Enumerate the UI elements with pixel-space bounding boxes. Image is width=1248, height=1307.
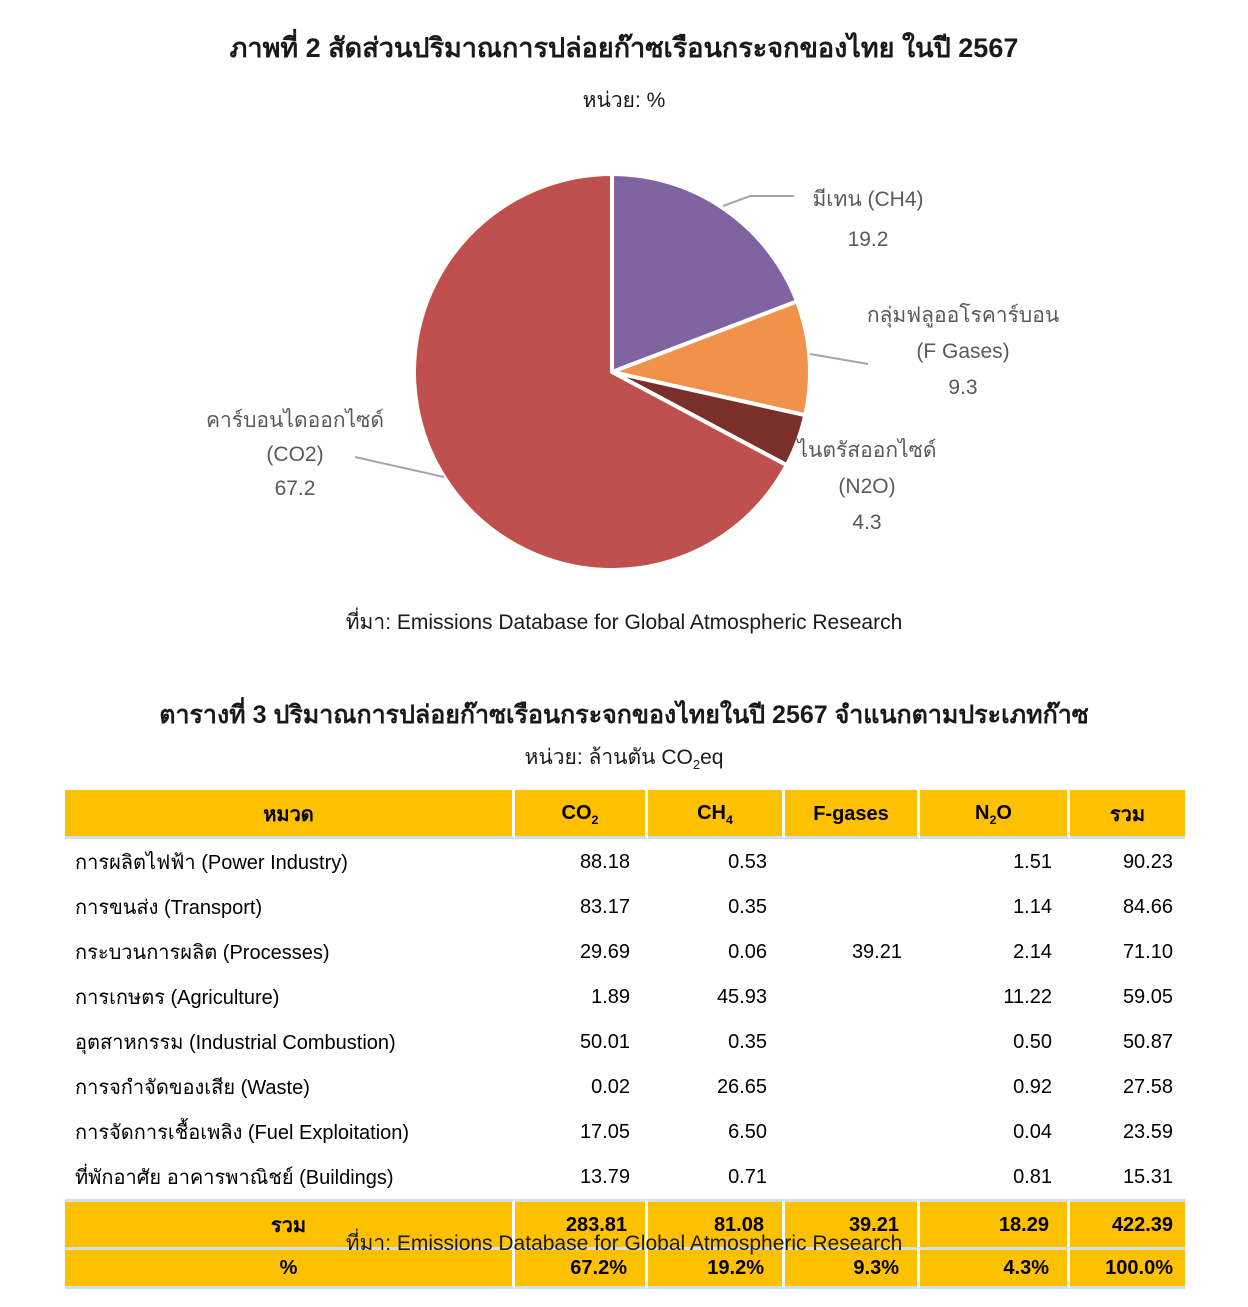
row-label-cell: การขนส่ง (Transport) bbox=[75, 897, 263, 919]
value-cell: 83.17 bbox=[579, 895, 630, 918]
row-label-cell: การจัดการเชื้อเพลิง (Fuel Exploitation) bbox=[75, 1122, 410, 1144]
row-label-cell: การผลิตไฟฟ้า (Power Industry) bbox=[75, 852, 348, 874]
pie-label-co2 bbox=[193, 404, 397, 506]
table-unit-label bbox=[0, 741, 1248, 774]
value-cell: 27.58 bbox=[1122, 1075, 1173, 1098]
value-cell: 19.2% bbox=[648, 1247, 785, 1289]
value-cell: 0.50 bbox=[1013, 1030, 1052, 1053]
row-label-cell: ที่พักอาศัย อาคารพาณิชย์ (Buildings) bbox=[75, 1167, 394, 1189]
value-cell: 0.53 bbox=[728, 850, 767, 873]
pie-label-n2o bbox=[768, 433, 966, 541]
table-row bbox=[65, 1064, 1185, 1109]
table-title: ตารางที่ 3 ปริมาณการปล่อยก๊าซเรือนกระจกของไทยในปี 2567 จำแนกตามประเภทก๊าซ bbox=[159, 701, 1089, 729]
row-label-cell: รวม bbox=[65, 1199, 515, 1247]
value-cell: 0.06 bbox=[728, 940, 767, 963]
table-header-row bbox=[65, 790, 1185, 839]
table-header-cell-1: $CO_2$ bbox=[515, 790, 648, 839]
value-cell bbox=[785, 1109, 920, 1154]
value-cell bbox=[785, 1019, 920, 1064]
value-cell: 59.05 bbox=[1122, 985, 1173, 1008]
pie-label-ch4 bbox=[763, 180, 973, 260]
emissions-table bbox=[65, 790, 1185, 1289]
value-cell: 0.81 bbox=[1013, 1165, 1052, 1188]
pie-label-line: (CO2) bbox=[266, 443, 324, 466]
table-header-cell-0: หมวด bbox=[65, 790, 515, 839]
figure-title: ภาพที่ 2 สัดส่วนปริมาณการปล่อยก๊าซเรือนกระจกของไทย ในปี 2567 bbox=[229, 33, 1019, 63]
value-cell bbox=[785, 974, 920, 1019]
value-cell: 45.93 bbox=[716, 985, 767, 1008]
value-cell: 0.35 bbox=[728, 895, 767, 918]
pie-label-line: ไนตรัสออกไซด์ bbox=[797, 439, 937, 462]
value-cell: 15.31 bbox=[1122, 1165, 1173, 1188]
table-source: ที่มา: Emissions Database for Global Atmospheric Research bbox=[345, 1232, 903, 1255]
value-cell: 17.05 bbox=[579, 1120, 630, 1143]
value-cell: 81.08 bbox=[648, 1199, 785, 1247]
value-cell bbox=[785, 839, 920, 884]
emissions-table-grid bbox=[65, 790, 1185, 1289]
pie-label-line: (N2O) bbox=[838, 475, 896, 498]
figure-unit-label: หน่วย: % bbox=[582, 89, 666, 112]
value-cell: 100.0% bbox=[1070, 1247, 1185, 1289]
value-cell: 29.69 bbox=[579, 940, 630, 963]
value-cell: 0.04 bbox=[1013, 1120, 1052, 1143]
value-cell: 1.14 bbox=[1013, 895, 1052, 918]
row-label-cell: การจกำจัดของเสีย (Waste) bbox=[75, 1077, 310, 1099]
value-cell: 1.89 bbox=[591, 985, 630, 1008]
value-cell: 50.01 bbox=[579, 1030, 630, 1053]
table-row bbox=[65, 884, 1185, 929]
row-label-cell: กระบวนการผลิต (Processes) bbox=[75, 942, 330, 964]
table-row bbox=[65, 974, 1185, 1019]
pie-label-f-gases bbox=[853, 298, 1073, 406]
value-cell: 23.59 bbox=[1122, 1120, 1173, 1143]
table-header-cell-4: $N_2O$ bbox=[920, 790, 1070, 839]
table-unit-suffix: eq bbox=[700, 746, 724, 769]
table-row bbox=[65, 929, 1185, 974]
value-cell: 39.21 bbox=[851, 940, 902, 963]
pie-label-value: 4.3 bbox=[852, 511, 882, 534]
table-header-cell-2: $CH_4$ bbox=[648, 790, 785, 839]
value-cell: 50.87 bbox=[1122, 1030, 1173, 1053]
row-label-cell: % bbox=[65, 1247, 515, 1289]
value-cell bbox=[785, 1064, 920, 1109]
table-row bbox=[65, 1154, 1185, 1199]
value-cell: 6.50 bbox=[728, 1120, 767, 1143]
pie-label-line: คาร์บอนไดออกไซด์ bbox=[205, 409, 384, 432]
row-label-cell: อุตสาหกรรม (Industrial Combustion) bbox=[75, 1032, 396, 1054]
value-cell: 0.35 bbox=[728, 1030, 767, 1053]
pie-label-line: มีเทน (CH4) bbox=[812, 188, 924, 211]
value-cell: 90.23 bbox=[1122, 850, 1173, 873]
value-cell: 0.71 bbox=[728, 1165, 767, 1188]
value-cell: 422.39 bbox=[1070, 1199, 1185, 1247]
value-cell: 4.3% bbox=[920, 1247, 1070, 1289]
value-cell: 39.21 bbox=[785, 1199, 920, 1247]
pie-label-value: 9.3 bbox=[948, 376, 978, 399]
table-unit-prefix: หน่วย: ล้านตัน CO bbox=[524, 746, 693, 769]
table-unit-subscript: 2 bbox=[692, 757, 701, 773]
value-cell: 0.92 bbox=[1013, 1075, 1052, 1098]
value-cell: 13.79 bbox=[579, 1165, 630, 1188]
value-cell: 84.66 bbox=[1122, 895, 1173, 918]
pie-label-line: (F Gases) bbox=[916, 340, 1010, 363]
pie-label-value: 19.2 bbox=[847, 228, 889, 251]
table-header-cell-3: F-gases bbox=[785, 790, 920, 839]
table-header-cell-5: รวม bbox=[1070, 790, 1185, 839]
value-cell: 88.18 bbox=[579, 850, 630, 873]
value-cell: 18.29 bbox=[920, 1199, 1070, 1247]
value-cell bbox=[785, 884, 920, 929]
value-cell: 9.3% bbox=[785, 1247, 920, 1289]
value-cell: 283.81 bbox=[515, 1199, 648, 1247]
table-row bbox=[65, 1019, 1185, 1064]
value-cell: 71.10 bbox=[1122, 940, 1173, 963]
table-row bbox=[65, 839, 1185, 884]
value-cell: 11.22 bbox=[1003, 985, 1052, 1008]
value-cell: 0.02 bbox=[591, 1075, 630, 1098]
value-cell: 67.2% bbox=[515, 1247, 648, 1289]
value-cell bbox=[785, 1154, 920, 1199]
table-row bbox=[65, 1109, 1185, 1154]
value-cell: 26.65 bbox=[716, 1075, 767, 1098]
value-cell: 1.51 bbox=[1013, 850, 1052, 873]
row-label-cell: การเกษตร (Agriculture) bbox=[75, 987, 280, 1009]
figure-source: ที่มา: Emissions Database for Global Atmospheric Research bbox=[345, 611, 903, 634]
pie-label-line: กลุ่มฟลูออโรคาร์บอน bbox=[866, 304, 1060, 327]
value-cell: 2.14 bbox=[1013, 940, 1052, 963]
pie-label-value: 67.2 bbox=[274, 477, 316, 500]
